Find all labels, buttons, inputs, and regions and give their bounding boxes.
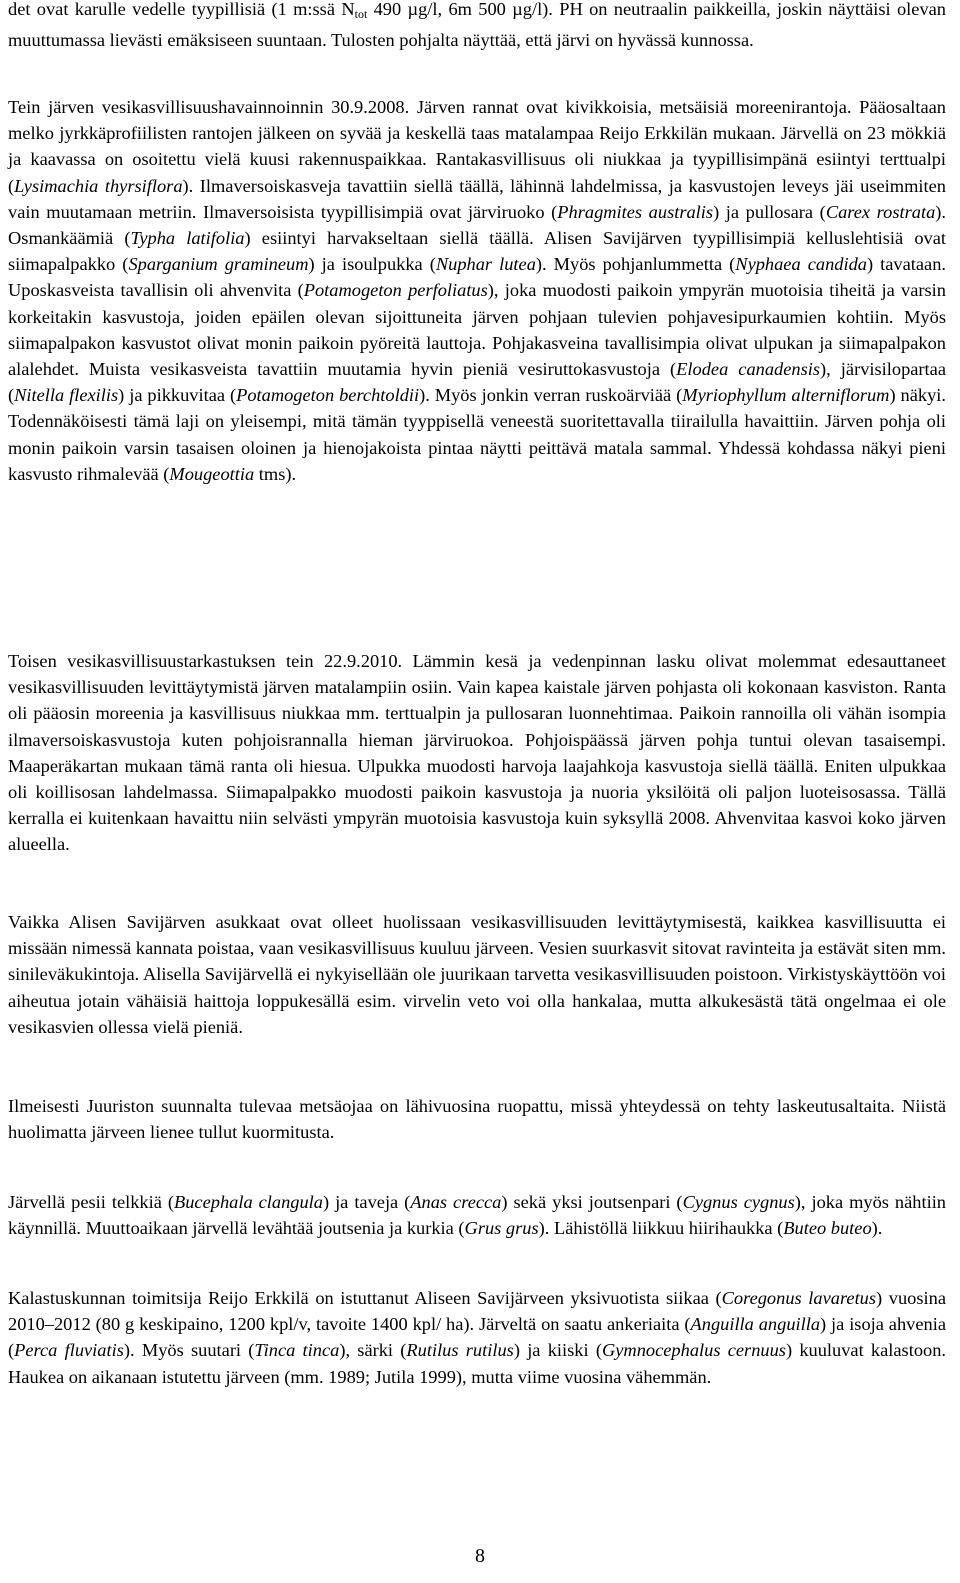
species-name: Nuphar lutea xyxy=(435,254,536,275)
species-name: Anas crecca xyxy=(410,1192,502,1212)
species-name: Myriophyllum alterniflorum xyxy=(682,385,890,406)
paragraph-water-quality: det ovat karulle vedelle tyypillisiä (1 m:ssä $N_{tot}$ 490 µg/l, 6m 500 µg/l). PH on neutraalin paikkeilla, joskin näyttäisi olevan muuttumassa lievästi emäksiseen suuntaan. Tulosten pohjalta näyttää, että järvi on hyvässä kunnossa. xyxy=(8,0,946,51)
species-name: Phragmites australis xyxy=(557,201,714,222)
species-name: Lysimachia thyrsiflora xyxy=(14,175,183,196)
species-name: Typha latifolia xyxy=(130,228,245,249)
species-name: Anguilla anguilla xyxy=(690,1314,821,1335)
species-name: Cygnus cygnus xyxy=(682,1192,795,1212)
paragraph-vegetation-2010: Toisen vesikasvillisuustarkastuksen tein 22.9.2010. Lämmin kesä ja vedenpinnan lasku olivat molemmat edesauttaneet vesikasvillisuuden levittäytymistä järven matalampiin osiin. Vain kapea kaistale järven pohjasta oli kokonaan kasviston. Ranta oli pääosin moreenia ja kasvillisuus niukkaa mm. terttualpin ja pullosaran luonnehtimaa. Paikoin rannoilla oli vähän isompia ilmaversoiskasvustoja kuten pohjoisrannalla hieman järviruokoa. Pohjoispäässä järven pohja tuntui olevan tasaisempi. Maaperäkartan mukaan tämä ranta oli hiesua. Ulpukka muodosti harvoja laajahkoja kasvustoja siellä täällä. Eniten ulpukkaa oli koillisosan lahdelmassa. Siimapalpakko muodosti paikoin kasvustoja ja nuoria yksilöitä oli paljon luoteisosassa. Tällä kerralla ei kuitenkaan havaittu niin selvästi ympyrän muotoisia kasvustoja kuin syksyllä 2008. Ahvenvitaa kasvoi koko järven alueella. xyxy=(8,651,946,855)
page-number: 8 xyxy=(475,1545,485,1567)
species-name: Mougeottia xyxy=(169,463,255,484)
species-name: Coregonus lavaretus xyxy=(721,1288,877,1308)
subscript-tot: tot xyxy=(354,7,368,21)
paragraph-vegetation-2008: Tein järven vesikasvillisuushavainnoinnin 30.9.2008. Järven rannat ovat kivikkoisia, metsäisiä moreenirantoja. Pääosaltaan melko jyrkkäprofiilisten rantojen jälkeen on syvää ja keskellä taas matalampaa Reijo Erkkilän mukaan. Järvellä on 23 mökkiä ja kaavassa on osoitettu vielä kuusi rakennuspaikkaa. Rantakasvillisuus oli niukkaa ja tyypillisimpänä esiintyi terttualpi (Lysimachia thyrsiflora). Ilmaversoiskasveja tavattiin siellä täällä, lähinnä lahdelmissa, ja kasvustojen leveys jäi useimmiten vain muutamaan metriin. Ilmaversoisista tyypillisimpiä ovat järviruoko (Phragmites australis) ja pullosara (Carex rostrata). Osmankäämiä (Typha latifolia) esiintyi harvakseltaan siellä täällä. Alisen Savijärven tyypillisimpiä kelluslehtisiä ovat siimapalpakko (Sparganium gramineum) ja isoulpukka (Nuphar lutea). Myös pohjanlummetta (Nyphaea candida) tavataan. Uposkasveista tavallisin oli ahvenvita (Potamogeton perfoliatus), joka muodosti paikoin ympyrän muotoisia tiheitä ja varsin korkeitakin kasvustoja, joiden epäilen olevan sijoittuneita järven pohjaan tulevien pohjavesipurkaumien kohtiin. Myös siimapalpakon kasvustot olivat monin paikoin pyöreitä lauttoja. Pohjakasveina tavallisimpia olivat ulpukan ja siimapalpakon alalehdet. Muista vesikasveista tavattiin muutamia hyvin pieniä vesiruttokasvustoja (Elodea canadensis), järvisilopartaa (Nitella flexilis) ja pikkuvitaa (Potamogeton berchtoldii). Myös jonkin verran ruskoärviää (Myriophyllum alterniflorum) näkyi. Todennäköisesti tämä laji on yleisempi, mitä tämän tyyppisellä veneestä suoritettavalla tiirailulla havaittiin. Järven pohja oli monin paikoin varsin tasaisen oloinen ja hienojakoista pintaa näytti peittävä matala sammal. Yhdessä kohdassa näkyi pieni kasvusto rihmalevää (Mougeottia tms). xyxy=(8,97,947,484)
species-name: Bucephala clangula xyxy=(174,1192,323,1212)
species-name: Elodea canadensis xyxy=(676,359,821,380)
paragraph-birds: Järvellä pesii telkkiä (Bucephala clangula) ja taveja (Anas crecca) sekä yksi joutsenpari (Cygnus cygnus), joka myös nähtiin käynnillä. Muuttoaikaan järvellä levähtää joutsenia ja kurkia (Grus grus). Lähistöllä liikkuu hiirihaukka (Buteo buteo). xyxy=(8,1192,946,1239)
species-name: Potamogeton perfoliatus xyxy=(303,280,488,301)
species-name: Rutilus rutilus xyxy=(406,1340,514,1361)
species-name: Nyphaea candida xyxy=(735,254,867,275)
species-name: Sparganium gramineum xyxy=(128,254,309,275)
species-name: Perca fluviatis xyxy=(14,1340,124,1361)
species-name: Nitella flexilis xyxy=(14,385,119,406)
species-name: Buteo buteo xyxy=(783,1218,872,1239)
paragraph-forest-ditch: Ilmeisesti Juuriston suunnalta tulevaa metsäojaa on lähivuosina ruopattu, missä yhteydessä on tehty laskeutusaltaita. Niistä huolimatta järveen lienee tullut kuormitusta. xyxy=(8,1096,946,1143)
paragraph-vegetation-removal: Vaikka Alisen Savijärven asukkaat ovat olleet huolissaan vesikasvillisuuden levittäytymisestä, kaikkea kasvillisuutta ei missään nimessä kannata poistaa, vaan vesikasvillisuus kuuluu järveen. Vesien suurkasvit sitovat ravinteita ja estävät siten mm. sinileväkukintoja. Alisella Savijärvellä ei nykyisellään ole juurikaan tarvetta vesikasvillisuuden poistoon. Virkistyskäyttöön voi aiheutua jotain vähäisiä haittoja loppukesällä esim. virvelin veto voi olla hankalaa, mutta alkukesästä tätä ongelmaa ei ole vesikasvien ollessa vielä pieniä. xyxy=(8,912,946,1037)
species-name: Gymnocephalus cernuus xyxy=(601,1340,786,1361)
species-name: Carex rostrata xyxy=(825,201,936,222)
species-name: Grus grus xyxy=(464,1218,539,1239)
paragraph-fish: Kalastuskunnan toimitsija Reijo Erkkilä on istuttanut Aliseen Savijärveen yksivuotista siikaa (Coregonus lavaretus) vuosina 2010–2012 (80 g keskipaino, 1200 kpl/v, tavoite 1400 kpl/ ha). Järveltä on saatu ankeriaita (Anguilla anguilla) ja isoja ahvenia (Perca fluviatis). Myös suutari (Tinca tinca), särki (Rutilus rutilus) ja kiiski (Gymnocephalus cernuus) kuuluvat kalastoon. Haukea on aikanaan istutettu järveen (mm. 1989; Jutila 1999), mutta viime vuosina vähemmän. xyxy=(8,1288,947,1387)
species-name: Potamogeton berchtoldii xyxy=(236,385,420,406)
species-name: Tinca tinca xyxy=(254,1340,340,1361)
